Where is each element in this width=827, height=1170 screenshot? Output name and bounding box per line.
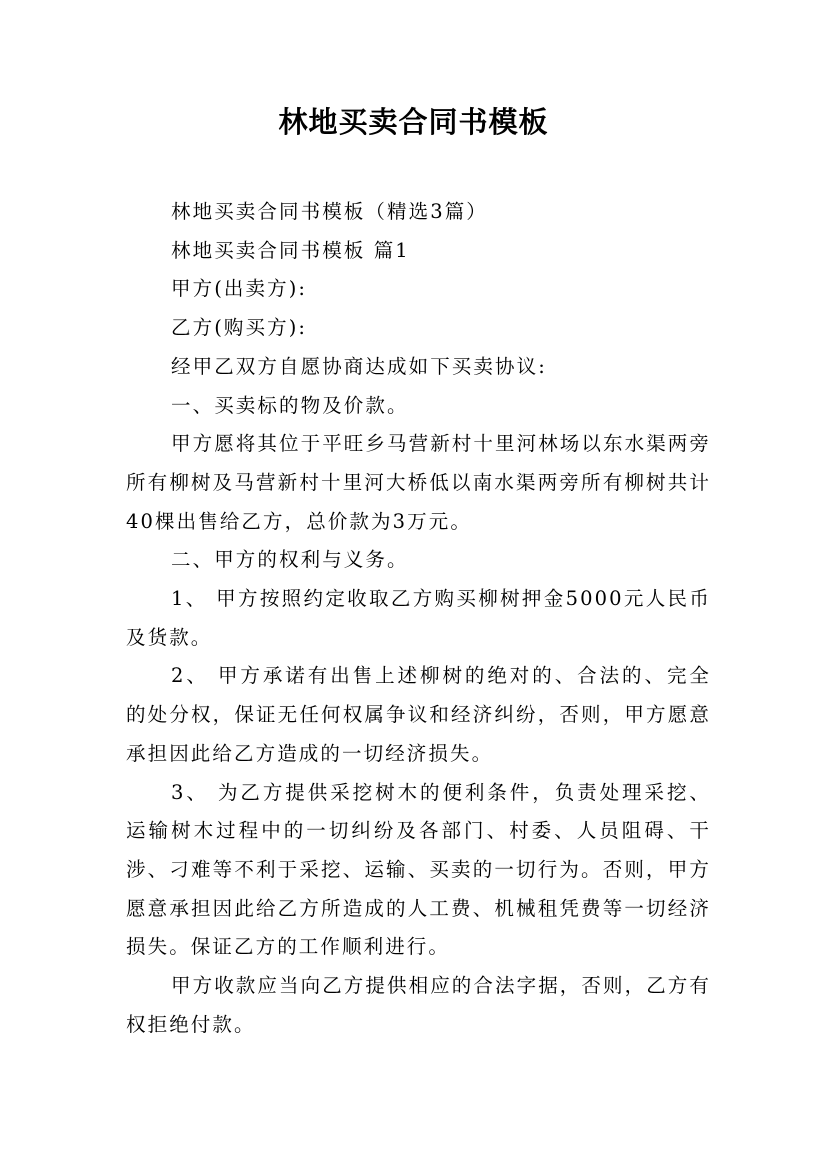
paragraph-payment-receipt: 甲方收款应当向乙方提供相应的合法字据，否则，乙方有权拒绝付款。 [126,974,712,1036]
paragraph-party-a: 甲方(出卖方): [171,277,308,301]
paragraph-subtitle: 林地买卖合同书模板（精选3篇） [171,200,488,223]
paragraph-clause-2-item-3: 3、 为乙方提供采挖树木的便利条件，负责处理采挖、运输树木过程中的一切纠纷及各部门、村委、人员阻碍、干涉、刁难等不利于采挖、运输、买卖的一切行为。否则，甲方愿意承担因此给乙方所造成的人工费、机械租凭费等一切经济损失。保证乙方的工作顺利进行。 [126,780,711,959]
paragraph-clause-1-body: 甲方愿将其位于平旺乡马营新村十里河林场以东水渠两旁所有柳树及马营新村十里河大桥低以南水渠两旁所有柳树共计40棵出售给乙方，总价款为3万元。 [126,432,712,533]
paragraph-party-b: 乙方(购买方): [171,316,308,340]
document-title: 林地买卖合同书模板 [278,105,549,139]
paragraph-section-heading: 林地买卖合同书模板 篇1 [171,238,410,262]
paragraph-clause-2-heading: 二、甲方的权利与义务。 [171,548,409,572]
paragraph-clause-2-item-2: 2、 甲方承诺有出售上述柳树的绝对的、合法的、完全的处分权，保证无任何权属争议和经济纠纷，否则，甲方愿意承担因此给乙方造成的一切经济损失。 [126,664,711,765]
paragraph-clause-1-heading: 一、买卖标的物及价款。 [171,393,409,417]
paragraph-agreement-intro: 经甲乙双方自愿协商达成如下买卖协议: [171,354,547,378]
document-body [126,193,711,1044]
paragraph-clause-2-item-1: 1、 甲方按照约定收取乙方购买柳树押金5000元人民币及货款。 [126,587,711,649]
